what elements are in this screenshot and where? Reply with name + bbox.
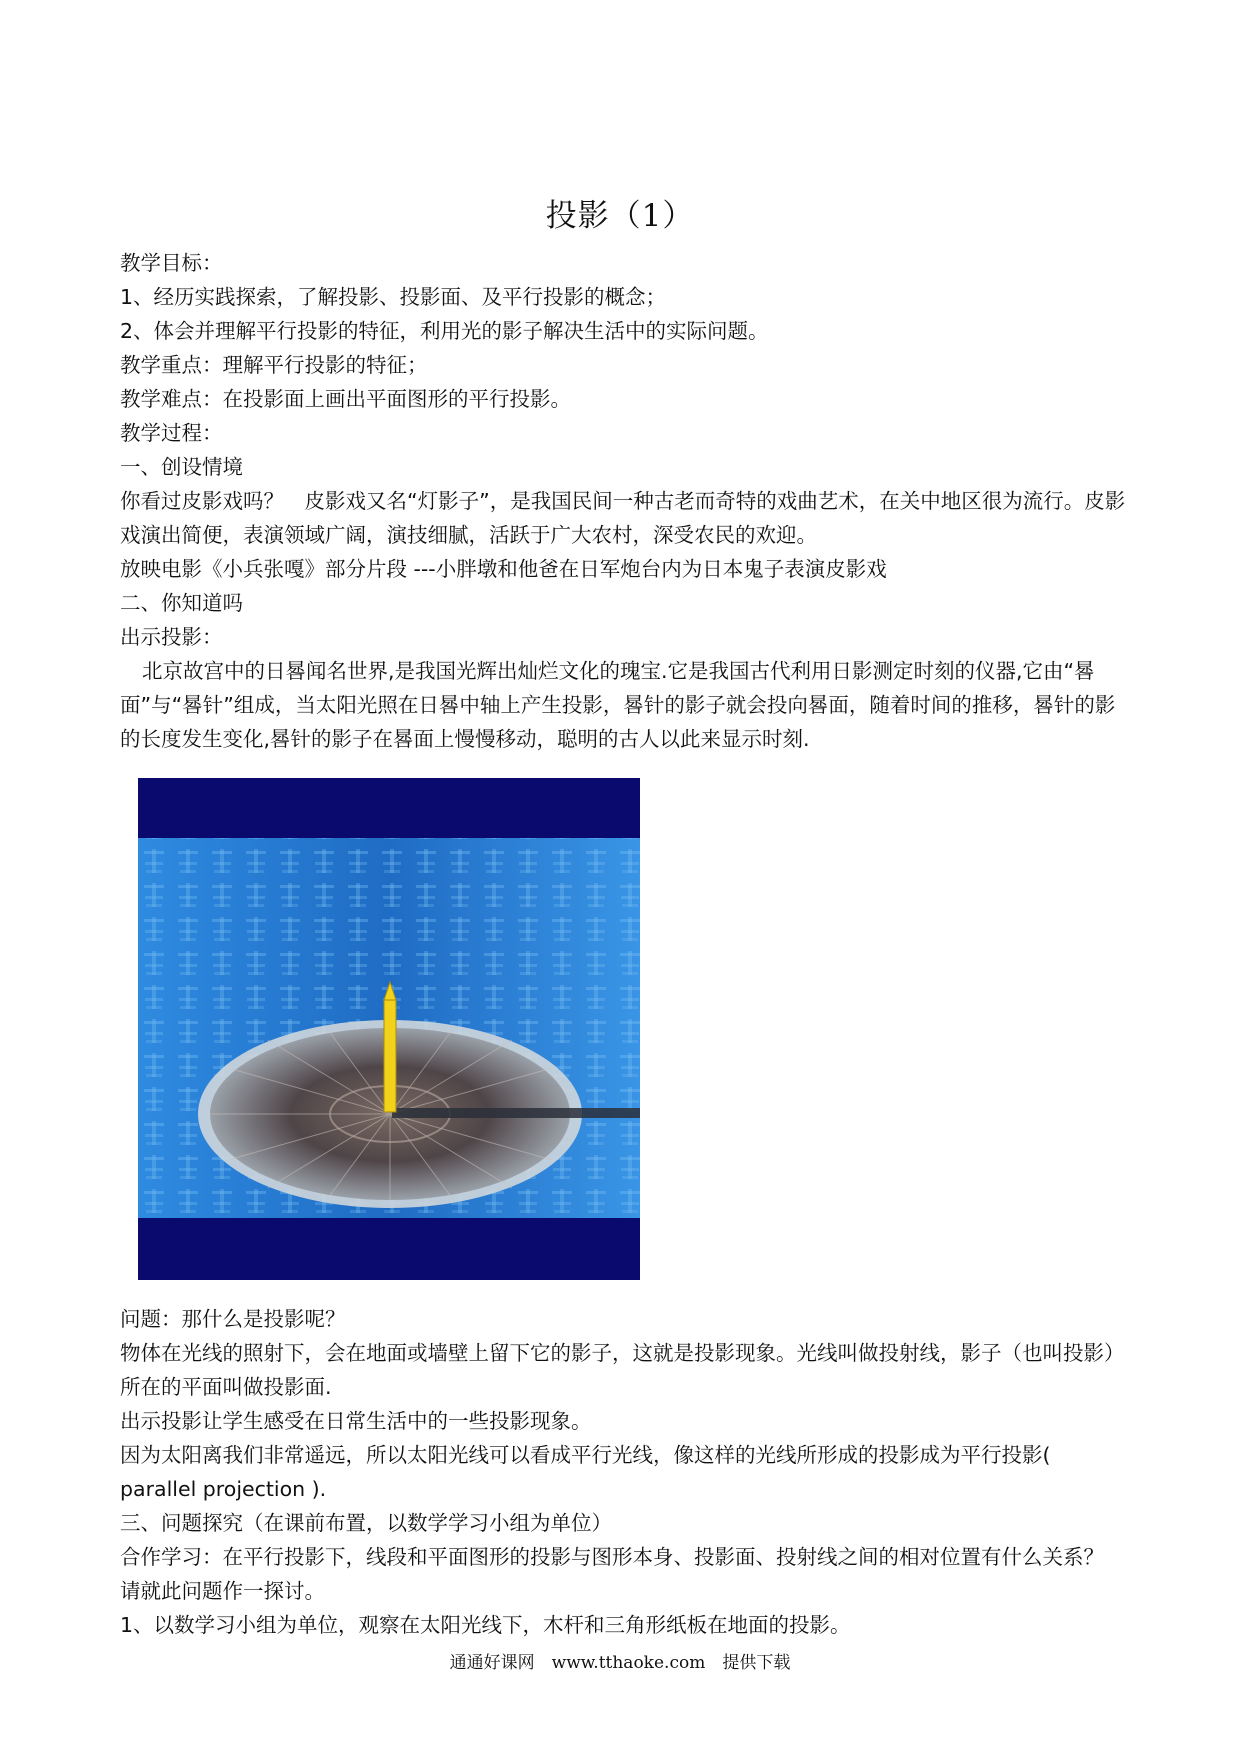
paragraph: 1、以数学习小组为单位，观察在太阳光线下，木杆和三角形纸板在地面的投影。 [120,1613,851,1637]
section-heading: 二、你知道吗 [120,591,243,615]
sundial-illustration [138,778,640,1280]
section-heading: 三、问题探究（在课前布置，以数学学习小组为单位） [120,1511,612,1535]
lesson-text-top [120,246,1130,756]
paragraph: 教学过程： [120,421,223,445]
page-title: 投影（1） [545,198,695,234]
needle-shadow [392,1108,640,1118]
paragraph: 你看过皮影戏吗？ 皮影戏又名“灯影子”，是我国民间一种古老而奇特的戏曲艺术，在关中地区很为流行。皮影戏演出简便，表演领域广阔，演技细腻，活跃于广大农村，深受农民的欢迎。 [120,489,1126,547]
paragraph: 教学重点：理解平行投影的特征； [120,353,428,377]
paragraph: 1、经历实践探索，了解投影、投影面、及平行投影的概念； [120,285,667,309]
paragraph: 北京故宫中的日晷闻名世界,是我国光辉出灿烂文化的瑰宝.它是我国古代利用日影测定时刻的仪器,它由“晷面”与“晷针”组成，当太阳光照在日晷中轴上产生投影，晷针的影子就会投向晷面，随着时间的推移，晷针的影的长度发生变化,晷针的影子在晷面上慢慢移动，聪明的古人以此来显示时刻. [120,659,1116,751]
page-footer: 通通好课网 www.tthaoke.com 提供下载 [449,1653,791,1673]
sundial-needle [384,1000,396,1112]
sundial-image [138,778,640,1280]
lesson-text-bottom [120,1302,1130,1642]
paragraph: 教学目标： [120,251,223,275]
paragraph: 合作学习：在平行投影下，线段和平面图形的投影与图形本身、投影面、投射线之间的相对位置有什么关系？ 请就此问题作一探讨。 [120,1545,1125,1603]
paragraph: 出示投影让学生感受在日常生活中的一些投影现象。 [120,1409,592,1433]
paragraph: 物体在光线的照射下，会在地面或墙壁上留下它的影子，这就是投影现象。光线叫做投射线，影子（也叫投影）所在的平面叫做投影面. [120,1341,1125,1399]
paragraph: 问题：那什么是投影呢？ [120,1307,346,1331]
paragraph: 放映电影《小兵张嘎》部分片段 ---小胖墩和他爸在日军炮台内为日本鬼子表演皮影戏 [120,557,887,581]
section-heading: 一、创设情境 [120,455,243,479]
paragraph: 教学难点：在投影面上画出平面图形的平行投影。 [120,387,571,411]
paragraph: 2、体会并理解平行投影的特征，利用光的影子解决生活中的实际问题。 [120,319,769,343]
paragraph: 因为太阳离我们非常遥远，所以太阳光线可以看成平行光线，像这样的光线所形成的投影成为平行投影( parallel projection ). [120,1443,1051,1501]
paragraph: 出示投影： [120,625,223,649]
